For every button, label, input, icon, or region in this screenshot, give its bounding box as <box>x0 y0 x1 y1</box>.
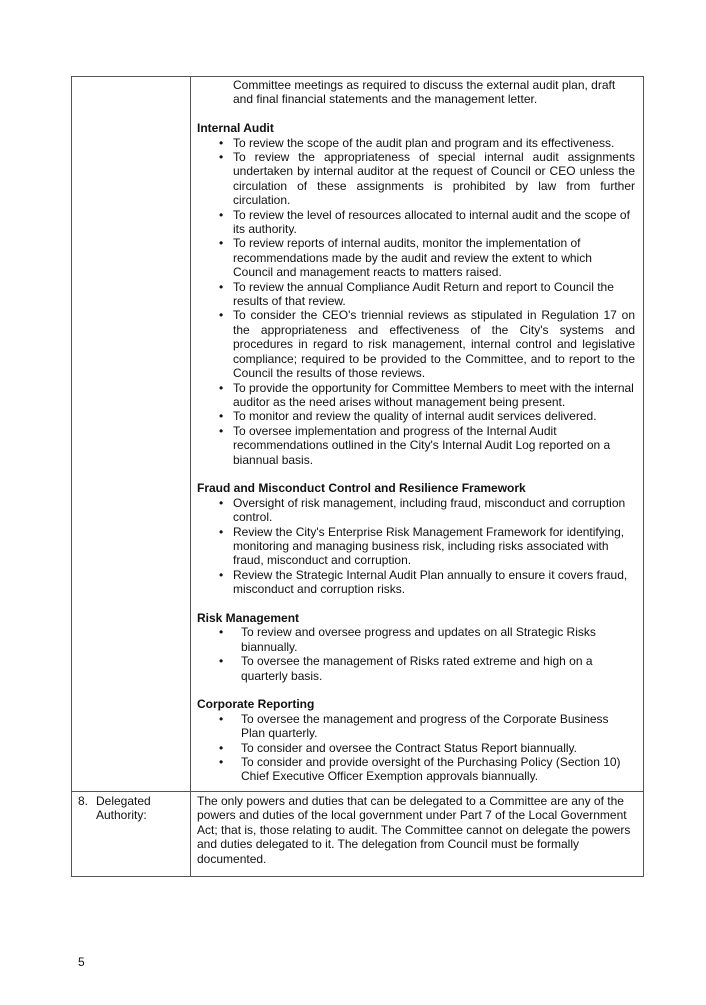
list-item: • To review the level of resources allocated to internal audit and the scope of its authority. <box>197 208 635 237</box>
list-item: • To review the annual Compliance Audit Return and report to Council the results of that review. <box>197 280 635 309</box>
list-item: • To monitor and review the quality of internal audit services delivered. <box>197 409 635 423</box>
empty-label-cell <box>72 77 191 792</box>
row-label: Delegated Authority: <box>96 794 151 823</box>
content-cell <box>191 77 644 792</box>
list-item: • To oversee the management of Risks rated extreme and high on a quarterly basis. <box>197 654 635 683</box>
section-fraud-misconduct <box>197 481 635 596</box>
delegated-authority-label-cell <box>72 792 191 877</box>
section-internal-audit <box>197 121 635 467</box>
table-row <box>72 792 644 877</box>
table-row <box>72 77 644 792</box>
bullet-list <box>197 712 635 784</box>
bullet-list <box>197 136 635 467</box>
list-item: • Oversight of risk management, including fraud, misconduct and corruption control. <box>197 496 635 525</box>
delegated-authority-text-cell <box>191 792 644 877</box>
list-item: • Review the City's Enterprise Risk Management Framework for identifying, monitoring and managing business risk, including risks associated with fraud, misconduct and corruption. <box>197 525 635 568</box>
section-heading: Fraud and Misconduct Control and Resilience Framework <box>197 481 526 496</box>
section-heading: Risk Management <box>197 610 300 625</box>
page-number: 5 <box>78 955 85 969</box>
section-heading: Corporate Reporting <box>197 697 315 712</box>
section-risk-management <box>197 611 635 683</box>
list-item: • To review reports of internal audits, monitor the implementation of recommendations made by the audit and review the extent to which Council and management reacts to matters raised. <box>197 236 635 279</box>
list-item: • To review and oversee progress and updates on all Strategic Risks biannually. <box>197 625 635 654</box>
list-item: • To oversee implementation and progress of the Internal Audit recommendations outlined in the City's Internal Audit Log reported on a biannual basis. <box>197 424 635 467</box>
list-item: • To provide the opportunity for Committee Members to meet with the internal auditor as the need arises without management being present. <box>197 381 635 410</box>
list-item: • To consider the CEO's triennial reviews as stipulated in Regulation 17 on the appropriateness and effectiveness of the City's systems and procedures in regard to risk management, internal control and legislative compliance; required to be provided to the Committee, and to report to the Council the results of those reviews. <box>197 308 635 380</box>
section-heading: Internal Audit <box>197 121 274 136</box>
list-item: • To oversee the management and progress of the Corporate Business Plan quarterly. <box>197 712 635 741</box>
delegated-authority-text: The only powers and duties that can be delegated to a Committee are any of the powers and duties of the local government under Part 7 of the Local Government Act; that is, those relating to audit. The Committee cannot on delegate the powers and duties delegated to it. The delegation from Council must be formally documented. <box>197 794 631 866</box>
list-item: • To review the scope of the audit plan and program and its effectiveness. <box>197 136 635 150</box>
bullet-list <box>197 496 635 597</box>
list-item: • To review the appropriateness of special internal audit assignments undertaken by internal auditor at the request of Council or CEO unless the circulation of these assignments is prohibited by law from further circulation. <box>197 150 635 208</box>
list-item: • To consider and provide oversight of the Purchasing Policy (Section 10) Chief Executive Officer Exemption approvals biannually. <box>197 755 635 784</box>
bullet-list <box>197 625 635 683</box>
section-corporate-reporting <box>197 697 635 783</box>
list-item: • To consider and oversee the Contract Status Report biannually. <box>197 741 635 755</box>
list-item: • Review the Strategic Internal Audit Plan annually to ensure it covers fraud, misconduct and corruption risks. <box>197 568 635 597</box>
intro-continuation: Committee meetings as required to discuss the external audit plan, draft and final financial statements and the management letter. <box>233 78 616 107</box>
terms-of-reference-table <box>71 76 644 877</box>
row-number: 8. <box>78 794 89 808</box>
